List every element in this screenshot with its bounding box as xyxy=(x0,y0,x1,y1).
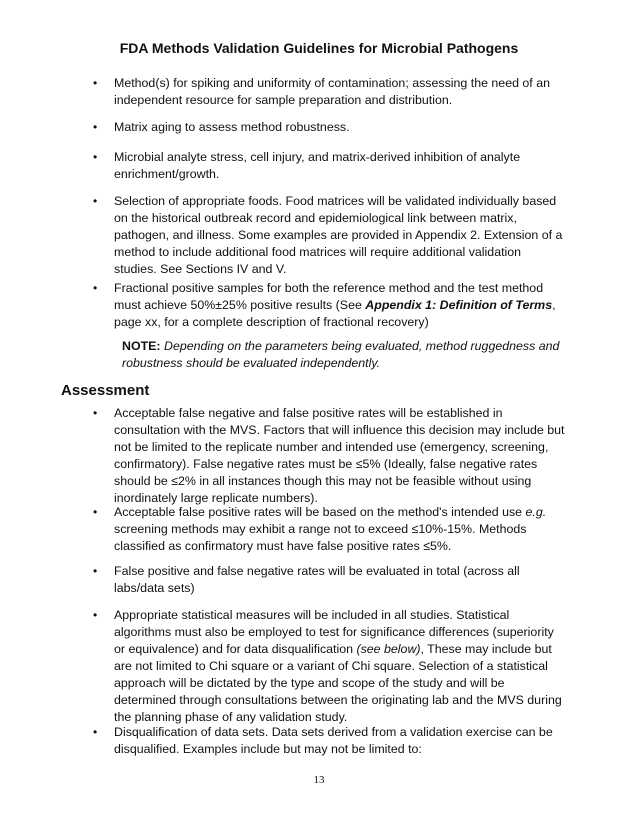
page-title: FDA Methods Validation Guidelines for Microbial Pathogens xyxy=(119,40,519,56)
emphasis-text: e.g. xyxy=(525,505,547,519)
list-item xyxy=(93,280,566,331)
bullet-marker: • xyxy=(93,281,98,295)
list-item xyxy=(93,405,566,507)
bullet-marker: • xyxy=(93,194,98,208)
list-item-text: Appropriate statistical measures will be included in all studies. Statistical algorithms must also be employed to test for significance differences (superiority or equivalence) and for data disqualification xyxy=(114,608,554,656)
appendix-reference: Appendix 1: Definition of Terms xyxy=(365,298,553,312)
bullet-marker: • xyxy=(93,608,98,622)
note-text: Depending on the parameters being evaluated, method ruggedness and robustness should be evaluated independently. xyxy=(122,339,560,370)
bullet-marker: • xyxy=(93,150,98,164)
list-item xyxy=(93,724,566,758)
list-item xyxy=(93,75,566,109)
list-item-text: Acceptable false positive rates will be based on the method's intended use xyxy=(114,505,526,519)
bullet-marker: • xyxy=(93,120,98,134)
bullet-marker: • xyxy=(93,564,98,578)
list-item xyxy=(93,504,566,555)
list-item-text: Matrix aging to assess method robustness. xyxy=(114,120,350,134)
list-item xyxy=(93,119,566,136)
list-item-text: , These may include but are not limited to Chi square or a variant of Chi square. Selection of a statistical approach will be dictated by the type and scope of the study and will be determined through consultations between the originating lab and the MVS during the planning phase of any validation study. xyxy=(114,642,562,724)
page-number: 13 xyxy=(313,774,325,786)
bullet-marker: • xyxy=(93,725,98,739)
section-heading: Assessment xyxy=(61,382,150,399)
list-item-text: , page xx, for a complete description of fractional recovery) xyxy=(114,298,556,329)
list-item-text: Microbial analyte stress, cell injury, and matrix-derived inhibition of analyte enrichment/growth. xyxy=(114,150,521,181)
list-item xyxy=(93,193,566,278)
list-item-text: Selection of appropriate foods. Food matrices will be validated individually based on the historical outbreak record and epidemiological link between matrix, pathogen, and illness. Some examples are provided in Appendix 2. Extension of a method to include additional food matrices will require additional validation studies. See Sections IV and V. xyxy=(114,194,563,276)
emphasis-text: (see below) xyxy=(356,642,421,656)
list-item xyxy=(93,149,566,183)
bullet-marker: • xyxy=(93,406,98,420)
list-item-text: screening methods may exhibit a range not to exceed ≤10%-15%. Methods classified as confirmatory must have false positive rates ≤5%. xyxy=(114,522,527,553)
list-item-text: Acceptable false negative and false positive rates will be established in consultation with the MVS. Factors that will influence this decision may include but not be limited to the replicate number and intended use (emergency, screening, confirmatory). False negative rates must be ≤5% (Ideally, false negative rates should be ≤2% in all instances though this may not be feasible without using inordinately large replicate numbers). xyxy=(114,406,565,505)
list-item-text: False positive and false negative rates will be evaluated in total (across all labs/data sets) xyxy=(114,564,520,595)
note-label: NOTE: xyxy=(122,339,161,353)
list-item xyxy=(93,607,566,726)
bullet-marker: • xyxy=(93,76,98,90)
list-item xyxy=(93,563,566,597)
list-item-text: Disqualification of data sets. Data sets derived from a validation exercise can be disqualified. Examples include but may not be limited to: xyxy=(114,725,553,756)
bullet-marker: • xyxy=(93,505,98,519)
list-item-text: Fractional positive samples for both the reference method and the test method must achieve 50%±25% positive results (See xyxy=(114,281,544,312)
list-item-text: Method(s) for spiking and uniformity of contamination; assessing the need of an independent resource for sample preparation and distribution. xyxy=(114,76,550,107)
note-block xyxy=(122,338,562,372)
